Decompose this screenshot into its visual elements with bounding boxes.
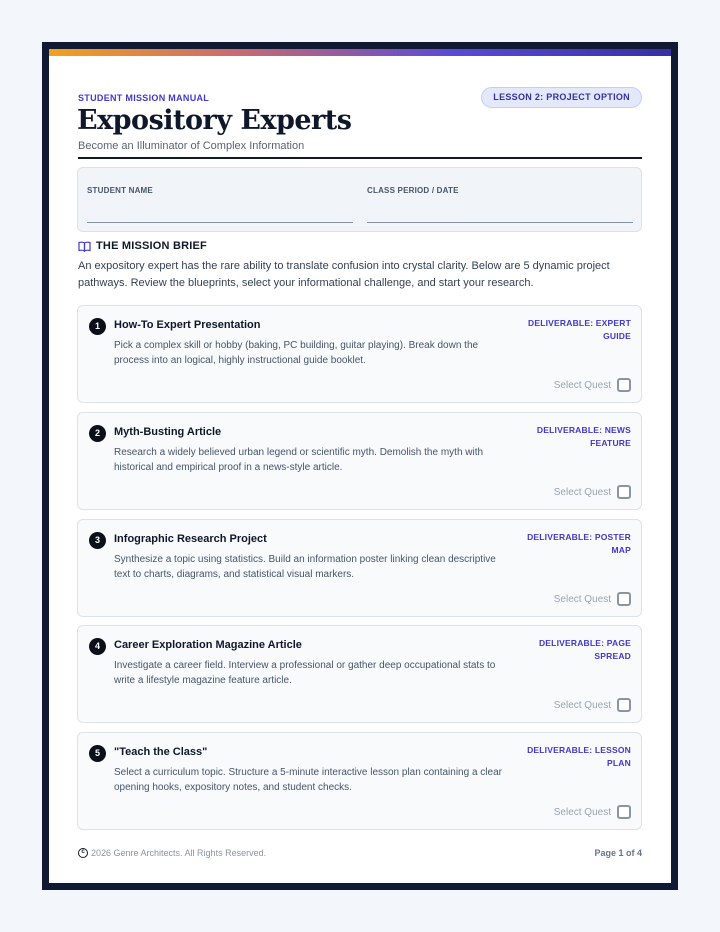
title-divider bbox=[78, 157, 642, 159]
quest-title: How-To Expert Presentation bbox=[114, 319, 261, 331]
lesson-badge: LESSON 2: PROJECT OPTION bbox=[481, 87, 642, 108]
page-number: Page 1 of 4 bbox=[594, 848, 642, 858]
quest-number: 5 bbox=[89, 745, 106, 762]
page-title: Expository Experts bbox=[77, 105, 352, 136]
class-period-line[interactable] bbox=[367, 222, 633, 223]
quest-number: 4 bbox=[89, 638, 106, 655]
eyebrow-label: STUDENT MISSION MANUAL bbox=[78, 93, 210, 103]
select-quest-control[interactable] bbox=[554, 805, 631, 819]
class-period-field[interactable] bbox=[367, 186, 459, 195]
select-quest-control[interactable] bbox=[554, 485, 631, 499]
class-period-label: CLASS PERIOD / DATE bbox=[367, 186, 459, 195]
document-page bbox=[49, 49, 671, 883]
quest-card-1 bbox=[77, 305, 642, 403]
mission-brief-text: An expository expert has the rare ability to translate confusion into crystal clarity. Below are 5 dynamic project pathways. Review the blueprints, select your informational challenge, and start your research. bbox=[78, 260, 610, 289]
quest-number: 3 bbox=[89, 532, 106, 549]
select-quest-control[interactable] bbox=[554, 592, 631, 606]
quest-title: Infographic Research Project bbox=[114, 533, 267, 545]
quest-title: "Teach the Class" bbox=[114, 746, 208, 758]
quest-title: Career Exploration Magazine Article bbox=[114, 639, 302, 651]
student-name-label: STUDENT NAME bbox=[87, 186, 153, 195]
quest-deliverable: DELIVERABLE: PAGE SPREAD bbox=[538, 638, 631, 661]
copyright-text: 2026 Genre Architects. All Rights Reserved. bbox=[91, 848, 267, 858]
select-quest-label: Select Quest bbox=[553, 379, 611, 391]
page-subtitle: Become an Illuminator of Complex Information bbox=[78, 140, 305, 152]
student-name-field[interactable] bbox=[87, 186, 153, 195]
select-quest-control[interactable] bbox=[554, 378, 631, 392]
quest-deliverable: DELIVERABLE: LESSON PLAN bbox=[527, 745, 631, 768]
open-book-icon bbox=[78, 241, 91, 252]
mission-brief-heading bbox=[78, 240, 207, 252]
quest-description: Research a widely believed urban legend or scientific myth. Demolish the myth with historical and empirical proof in a news-style article. bbox=[114, 447, 484, 473]
select-quest-control[interactable] bbox=[554, 698, 631, 712]
gradient-top-bar bbox=[49, 49, 671, 56]
student-name-line[interactable] bbox=[87, 222, 353, 223]
quest-description: Synthesize a topic using statistics. Build an information poster linking clean descriptive text to charts, diagrams, and statistical visual markers. bbox=[114, 554, 496, 580]
student-info-box bbox=[77, 167, 642, 232]
copyright-icon: c bbox=[78, 848, 88, 858]
select-quest-label: Select Quest bbox=[553, 593, 611, 605]
select-quest-label: Select Quest bbox=[553, 806, 611, 818]
quest-card-5 bbox=[77, 732, 642, 830]
quest-card-4 bbox=[77, 625, 642, 723]
select-quest-checkbox[interactable] bbox=[617, 698, 631, 712]
select-quest-label: Select Quest bbox=[553, 699, 611, 711]
select-quest-label: Select Quest bbox=[553, 486, 611, 498]
copyright bbox=[78, 848, 266, 858]
page-frame bbox=[42, 42, 678, 890]
quest-title: Myth-Busting Article bbox=[114, 426, 222, 438]
quest-deliverable: DELIVERABLE: NEWS FEATURE bbox=[536, 425, 631, 448]
quest-deliverable: DELIVERABLE: POSTER MAP bbox=[527, 532, 631, 555]
select-quest-checkbox[interactable] bbox=[617, 378, 631, 392]
quest-description: Investigate a career field. Interview a professional or gather deep occupational stats to write a lifestyle magazine feature article. bbox=[114, 660, 496, 686]
quest-number: 1 bbox=[89, 318, 106, 335]
quest-card-3 bbox=[77, 519, 642, 617]
select-quest-checkbox[interactable] bbox=[617, 805, 631, 819]
quest-number: 2 bbox=[89, 425, 106, 442]
select-quest-checkbox[interactable] bbox=[617, 485, 631, 499]
page-footer bbox=[78, 848, 642, 858]
select-quest-checkbox[interactable] bbox=[617, 592, 631, 606]
quest-description: Select a curriculum topic. Structure a 5-minute interactive lesson plan containing a clear opening hooks, expository notes, and student checks. bbox=[114, 767, 502, 793]
quest-deliverable: DELIVERABLE: EXPERT GUIDE bbox=[528, 318, 631, 341]
mission-brief-title: THE MISSION BRIEF bbox=[96, 240, 207, 252]
quest-description: Pick a complex skill or hobby (baking, PC building, guitar playing). Break down the process into an logical, highly instructional guide booklet. bbox=[114, 340, 479, 366]
quest-card-2 bbox=[77, 412, 642, 510]
